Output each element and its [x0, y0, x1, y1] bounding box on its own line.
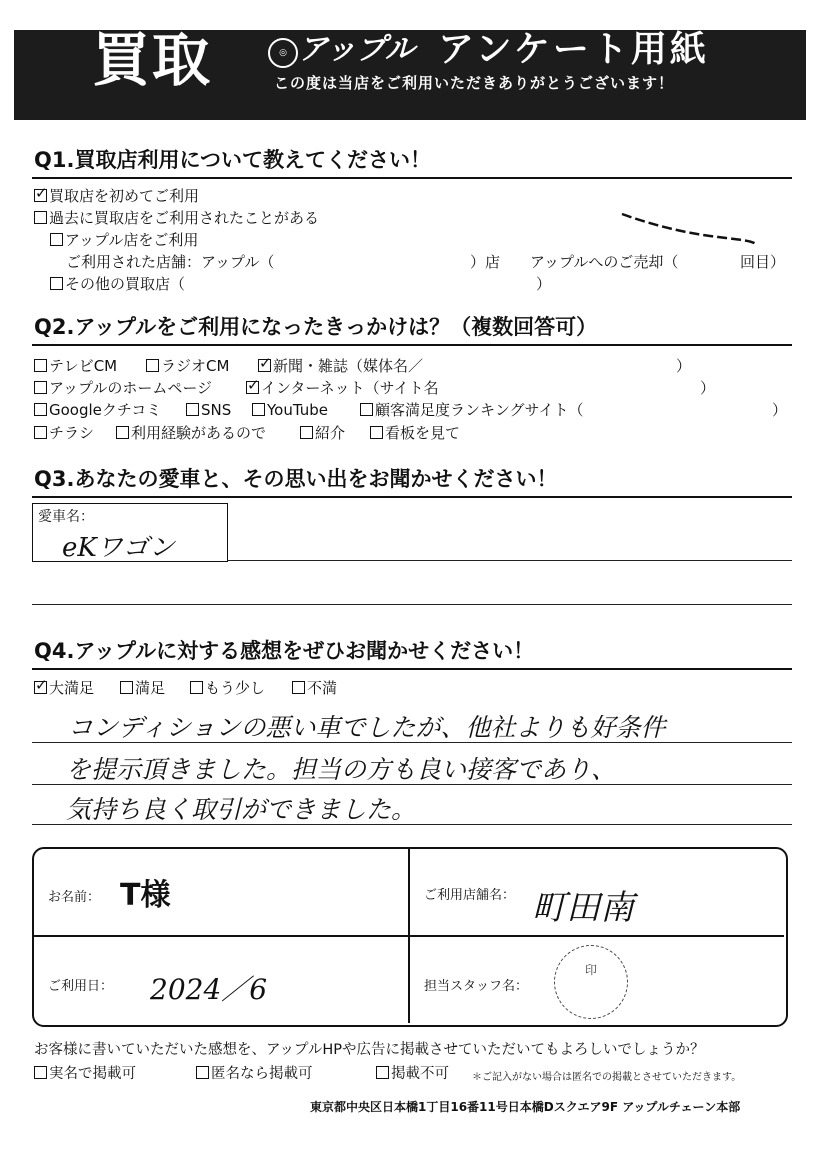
q2-youtube[interactable] — [252, 400, 328, 420]
staff-stamp-icon: 印 — [554, 945, 628, 1019]
q2-internet-checkbox[interactable] — [246, 381, 259, 394]
q2-experience[interactable] — [116, 423, 266, 443]
publish-real-name-label: 実名で掲載可 — [49, 1066, 136, 1082]
q1-apple-store-checkbox[interactable] — [50, 233, 63, 246]
kaitori-logo-text: 買取 — [92, 26, 213, 94]
q2-experience-label: 利用経験があるので — [131, 424, 267, 442]
q4-unsatisfied-label: 不満 — [307, 679, 338, 697]
q4-very-satisfied-checkbox[interactable] — [34, 681, 47, 694]
q2-newspaper-label: 新聞・雑誌（媒体名／ — [273, 357, 424, 375]
comment-line-2[interactable]: を提示頂きました。担当の方も良い接客であり、 — [66, 755, 617, 784]
q1-other-label: その他の買取店（ — [65, 275, 186, 293]
publish-real-name[interactable] — [34, 1064, 136, 1084]
q2-youtube-label: YouTube — [267, 401, 328, 419]
q1-option-first[interactable] — [34, 186, 199, 206]
q2-sns[interactable] — [186, 400, 231, 420]
publish-no-label: 掲載不可 — [391, 1066, 449, 1082]
q2-signboard[interactable] — [370, 423, 460, 443]
q2-radio-label: ラジオCM — [161, 357, 230, 375]
q2-divider — [32, 344, 792, 346]
q1-other-checkbox[interactable] — [50, 277, 63, 290]
q2-youtube-checkbox[interactable] — [252, 403, 265, 416]
q4-very-satisfied[interactable] — [34, 678, 94, 698]
q1-store-prefix: ご利用された店舗：アップル（ — [66, 253, 275, 271]
q4-so-so-checkbox[interactable] — [190, 681, 203, 694]
q2-ranking-checkbox[interactable] — [360, 403, 373, 416]
q3-line-1 — [228, 560, 792, 561]
publish-no-checkbox[interactable] — [376, 1066, 389, 1079]
publish-note: ＊ご記入がない場合は匿名での掲載とさせていただきます。 — [472, 1072, 742, 1083]
q1-divider — [32, 177, 792, 179]
comment-rule-1 — [32, 742, 792, 743]
q1-option-apple-store[interactable] — [50, 230, 198, 250]
q4-satisfied[interactable] — [120, 678, 165, 698]
store-label: ご利用店舗名： — [424, 888, 516, 903]
q1-past-label: 過去に買取店をご利用されたことがある — [49, 209, 320, 227]
car-name-value[interactable]: eKワゴン — [62, 533, 175, 563]
q1-sale-suffix: 回目） — [740, 253, 786, 271]
q1-option-other[interactable] — [50, 274, 185, 294]
q1-past-checkbox[interactable] — [34, 211, 47, 224]
q1-title: Q1.買取店利用について教えてください！ — [34, 148, 432, 172]
q4-title: Q4.アップルに対する感想をぜひお聞かせください！ — [34, 639, 535, 663]
q1-sale-prefix: アップルへのご売却（ — [530, 253, 679, 271]
q2-homepage-checkbox[interactable] — [34, 381, 47, 394]
q4-divider — [32, 668, 792, 670]
q2-sns-checkbox[interactable] — [186, 403, 199, 416]
q2-newspaper-close: ） — [676, 357, 692, 375]
q2-flyer-label: チラシ — [49, 424, 95, 442]
info-box-horizontal-divider — [34, 935, 784, 937]
company-address: 東京都中央区日本橋1丁目16番11号日本橋Dスクエア9F アップルチェーン本部 — [310, 1100, 741, 1114]
q2-homepage-label: アップルのホームページ — [49, 379, 213, 397]
q1-store-suffix: ）店 — [470, 253, 501, 271]
q2-signboard-checkbox[interactable] — [370, 426, 383, 439]
q1-option-past[interactable] — [34, 208, 319, 228]
q1-first-label: 買取店を初めてご利用 — [49, 187, 200, 205]
comment-line-1[interactable]: コンディションの悪い車でしたが、他社よりも好条件 — [68, 713, 666, 742]
q2-signboard-label: 看板を見て — [385, 424, 461, 442]
q2-tv-checkbox[interactable] — [34, 359, 47, 372]
q2-google-checkbox[interactable] — [34, 403, 47, 416]
survey-title: アンケート用紙 — [438, 29, 709, 70]
publish-anonymous-checkbox[interactable] — [196, 1066, 209, 1079]
comment-rule-2 — [32, 784, 792, 785]
q2-tv[interactable] — [34, 356, 117, 376]
q4-very-satisfied-label: 大満足 — [49, 679, 95, 697]
name-label: お名前： — [48, 890, 101, 905]
q2-radio-checkbox[interactable] — [146, 359, 159, 372]
q2-homepage[interactable] — [34, 378, 212, 398]
q1-apple-store-label: アップル店をご利用 — [65, 231, 199, 249]
q3-title: Q3.あなたの愛車と、その思い出をお聞かせください！ — [34, 467, 558, 491]
name-value[interactable]: T様 — [120, 878, 171, 913]
q3-line-2 — [32, 604, 792, 605]
q2-google[interactable] — [34, 400, 161, 420]
brand-name: アップル — [298, 32, 415, 67]
q1-other-close: ） — [536, 275, 552, 293]
q2-internet-label: インターネット（サイト名 — [261, 379, 439, 397]
q4-unsatisfied-checkbox[interactable] — [292, 681, 305, 694]
q2-ranking[interactable] — [360, 400, 584, 420]
publish-anonymous-label: 匿名なら掲載可 — [211, 1066, 313, 1082]
q2-newspaper-checkbox[interactable] — [258, 359, 271, 372]
q2-google-label: Googleクチコミ — [49, 401, 162, 419]
q2-referral[interactable] — [300, 423, 345, 443]
car-name-label: 愛車名： — [38, 509, 94, 525]
q4-unsatisfied[interactable] — [292, 678, 337, 698]
q2-newspaper[interactable] — [258, 356, 423, 376]
publish-real-name-checkbox[interactable] — [34, 1066, 47, 1079]
q2-sns-label: SNS — [201, 401, 232, 419]
q2-internet[interactable] — [246, 378, 439, 398]
q2-radio[interactable] — [146, 356, 229, 376]
comment-rule-3 — [32, 824, 792, 825]
q4-so-so[interactable] — [190, 678, 265, 698]
q2-ranking-close: ） — [772, 401, 788, 419]
stray-pen-stroke — [620, 210, 760, 250]
q4-so-so-label: もう少し — [205, 679, 266, 697]
q2-flyer-checkbox[interactable] — [34, 426, 47, 439]
q2-referral-checkbox[interactable] — [300, 426, 313, 439]
q2-tv-label: テレビCM — [49, 357, 118, 375]
staff-label: 担当スタッフ名： — [424, 979, 529, 994]
q2-referral-label: 紹介 — [315, 424, 346, 442]
publish-no[interactable] — [376, 1064, 449, 1084]
date-value[interactable]: 2024／6 — [150, 973, 268, 1006]
header-subtitle: この度は当店をご利用いただきありがとうございます！ — [274, 74, 675, 92]
q4-satisfied-checkbox[interactable] — [120, 681, 133, 694]
date-label: ご利用日： — [48, 979, 114, 994]
apple-logo-icon: ◎ — [268, 38, 298, 68]
comment-line-3[interactable]: 気持ち良く取引ができました。 — [66, 795, 417, 824]
q2-flyer[interactable] — [34, 423, 94, 443]
store-value[interactable]: 町田南 — [532, 888, 634, 928]
q4-satisfied-label: 満足 — [135, 679, 166, 697]
q2-internet-close: ） — [700, 379, 716, 397]
publish-anonymous[interactable] — [196, 1064, 313, 1084]
q2-experience-checkbox[interactable] — [116, 426, 129, 439]
publish-consent-question: お客様に書いていただいた感想を、アップルHPや広告に掲載させていただいてもよろしいでしょうか？ — [34, 1042, 705, 1058]
q2-ranking-label: 顧客満足度ランキングサイト（ — [375, 401, 584, 419]
q1-first-checkbox[interactable] — [34, 189, 47, 202]
q2-title: Q2.アップルをご利用になったきっかけは？（複数回答可） — [34, 315, 598, 339]
q3-divider — [32, 496, 792, 498]
